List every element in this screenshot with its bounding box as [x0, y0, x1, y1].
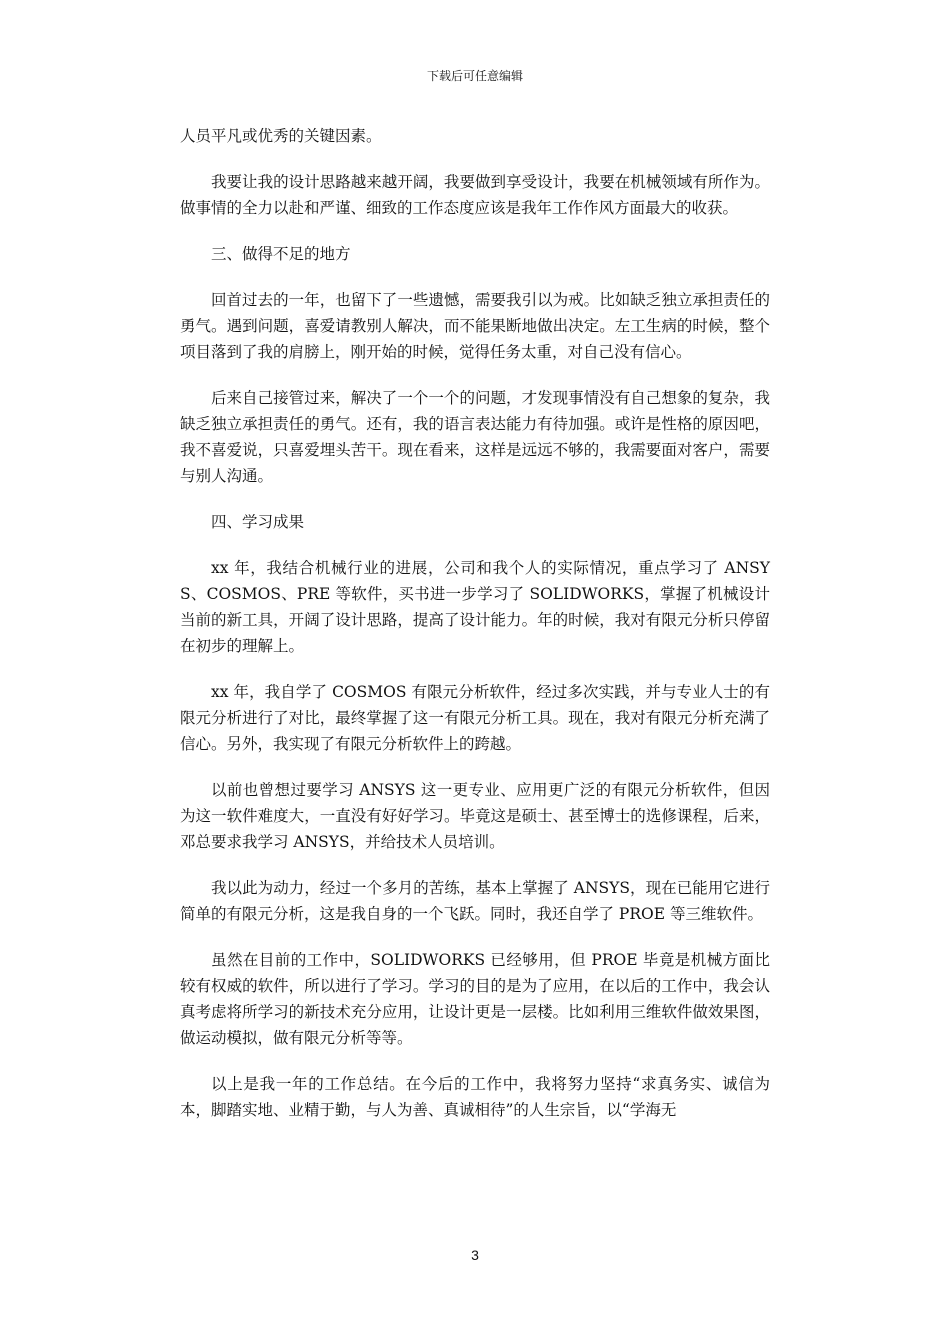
- paragraph-4: 回首过去的一年，也留下了一些遗憾，需要我引以为戒。比如缺乏独立承担责任的勇气。遇到问题，喜爱请教别人解决，而不能果断地做出决定。左工生病的时候，整个项目落到了我的肩膀上，刚开始的时候，觉得任务太重，对自己没有信心。: [180, 291, 770, 361]
- paragraph-12: 以上是我一年的工作总结。在今后的工作中，我将努力坚持“求真务实、诚信为本，脚踏实地、业精于勤，与人为善、真诚相待”的人生宗旨，以“学海无: [180, 1075, 770, 1119]
- section-heading-4: 四、学习成果: [211, 513, 305, 531]
- page-number: 3: [471, 1247, 479, 1263]
- paragraph-10: 我以此为动力，经过一个多月的苦练，基本上掌握了 ANSYS，现在已能用它进行简单的有限元分析，这是我自身的一个飞跃。同时，我还自学了 PROE 等三维软件。: [180, 879, 770, 923]
- document-body: [180, 123, 770, 1143]
- paragraph-1: 人员平凡或优秀的关键因素。: [180, 127, 382, 145]
- paragraph-7: xx 年，我结合机械行业的进展，公司和我个人的实际情况，重点学习了 ANSYS、COSMOS、PRE 等软件，买书进一步学习了 SOLIDWORKS，掌握了机械设计当前的新工具，开阔了设计思路，提高了设计能力。年的时候，我对有限元分析只停留在初步的理解上。: [180, 559, 770, 655]
- paragraph-8: xx 年，我自学了 COSMOS 有限元分析软件，经过多次实践，并与专业人士的有限元分析进行了对比，最终掌握了这一有限元分析工具。现在，我对有限元分析充满了信心。另外，我实现了有限元分析软件上的跨越。: [180, 683, 770, 753]
- section-heading-3: 三、做得不足的地方: [211, 245, 351, 263]
- paragraph-9: 以前也曾想过要学习 ANSYS 这一更专业、应用更广泛的有限元分析软件，但因为这一软件难度大，一直没有好好学习。毕竟这是硕士、甚至博士的选修课程，后来，邓总要求我学习 ANSYS，并给技术人员培训。: [180, 781, 770, 851]
- paragraph-2: 我要让我的设计思路越来越开阔，我要做到享受设计，我要在机械领域有所作为。做事情的全力以赴和严谨、细致的工作态度应该是我年工作作风方面最大的收获。: [180, 173, 770, 217]
- paragraph-5: 后来自己接管过来，解决了一个一个的问题，才发现事情没有自己想象的复杂，我缺乏独立承担责任的勇气。还有，我的语言表达能力有待加强。或许是性格的原因吧，我不喜爱说，只喜爱埋头苦干。现在看来，这样是远远不够的，我需要面对客户，需要与别人沟通。: [180, 389, 770, 485]
- paragraph-11: 虽然在目前的工作中，SOLIDWORKS 已经够用，但 PROE 毕竟是机械方面比较有权威的软件，所以进行了学习。学习的目的是为了应用，在以后的工作中，我会认真考虑将所学习的新技术充分应用，让设计更是一层楼。比如利用三维软件做效果图，做运动模拟，做有限元分析等等。: [180, 951, 770, 1047]
- page-header: 下载后可任意编辑: [426, 69, 523, 83]
